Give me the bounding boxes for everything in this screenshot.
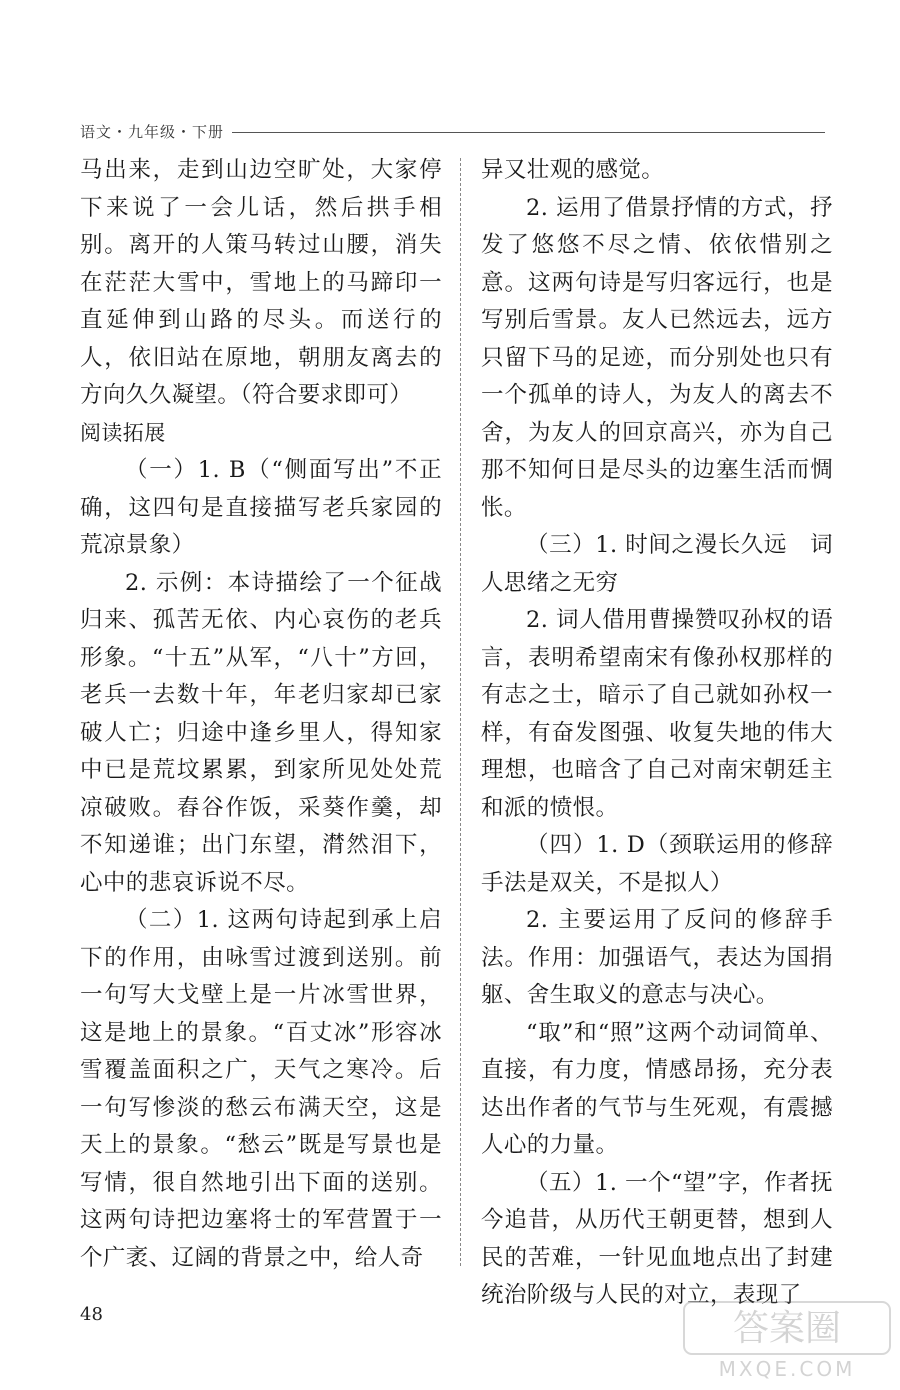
answer-paragraph: （二）1. 这两句诗起到承上启下的作用，由咏雪过渡到送别。前一句写大戈壁上是一片冰雪世界，这是地上的景象。“百丈冰”形容冰雪覆盖面积之广，天气之寒冷。后一句写惨淡的愁云布满天空，这是天上的景象。“愁云”既是写景也是写情，很自然地引出下面的送别。这两句诗把边塞将士的军营置于一个广袤、辽阔的背景之中，给人奇	[80, 907, 442, 1271]
answer-paragraph: （三）1. 时间之漫长久远 词人思绪之无穷	[481, 532, 833, 596]
paragraph-continuation: 异又壮观的感觉。	[481, 157, 665, 183]
answer-paragraph: 2. 运用了借景抒情的方式，抒发了悠悠不尽之情、依依惜别之意。这两句诗是写归客远行，也是写别后雪景。友人已然远去，远方只留下马的足迹，而分别处也只有一个孤单的诗人，为友人的离去不舍，为友人的回京高兴，亦为自己那不知何日是尽头的边塞生活而惆怅。	[481, 194, 833, 521]
page-header	[80, 120, 825, 142]
answer-paragraph: “取”和“照”这两个动词简单、直接，有力度，情感昂扬，充分表达出作者的气节与生死观，有震撼人心的力量。	[481, 1019, 833, 1158]
left-column	[80, 152, 442, 1271]
running-header-title: 语文・九年级・下册	[80, 122, 225, 141]
answer-paragraph: （一）1. B（“侧面写出”不正确，这四句是直接描写老兵家园的荒凉景象）	[80, 457, 442, 558]
answer-paragraph: 2. 示例：本诗描绘了一个征战归来、孤苦无依、内心哀伤的老兵形象。“十五”从军，“八十”方回，老兵一去数十年，年老归家却已家破人亡；归途中逢乡里人，得知家中已是荒坟累累，到家所见处处荒凉破败。舂谷作饭，采葵作羹，却不知递谁；出门东望，潸然泪下，心中的悲哀诉说不尽。	[80, 569, 442, 896]
svg-text:答案圈: 答案圈	[732, 1308, 842, 1349]
answer-paragraph: （五）1. 一个“望”字，作者抚今追昔，从历代王朝更替，想到人民的苦难，一针见血地点出了封建统治阶级与人民的对立，表现了	[481, 1169, 833, 1308]
right-column	[481, 152, 833, 1308]
page-number: 48	[80, 1304, 103, 1325]
paragraph-continuation: 马出来，走到山边空旷处，大家停下来说了一会儿话，然后拱手相别。离开的人策马转过山腰，消失在茫茫大雪中，雪地上的马蹄印一直延伸到山路的尽头。而送行的人，依旧站在原地，朝朋友离去的方向久久凝望。（符合要求即可）	[80, 157, 442, 408]
section-heading: 阅读拓展	[80, 420, 166, 445]
header-rule	[232, 132, 825, 133]
answer-paragraph: 2. 词人借用曹操赞叹孙权的语言，表明希望南宋有像孙权那样的有志之士，暗示了自己就如孙权一样，有奋发图强、收复失地的伟大理想，也暗含了自己对南宋朝廷主和派的愤恨。	[481, 607, 833, 821]
answer-paragraph: 2. 主要运用了反问的修辞手法。作用：加强语气，表达为国捐躯、舍生取义的意志与决心。	[481, 907, 833, 1008]
svg-text:MXQE.COM: MXQE.COM	[718, 1357, 856, 1381]
watermark-logo	[682, 1298, 892, 1384]
column-divider	[460, 158, 461, 1266]
answer-paragraph: （四）1. D（颈联运用的修辞手法是双关，不是拟人）	[481, 832, 833, 896]
